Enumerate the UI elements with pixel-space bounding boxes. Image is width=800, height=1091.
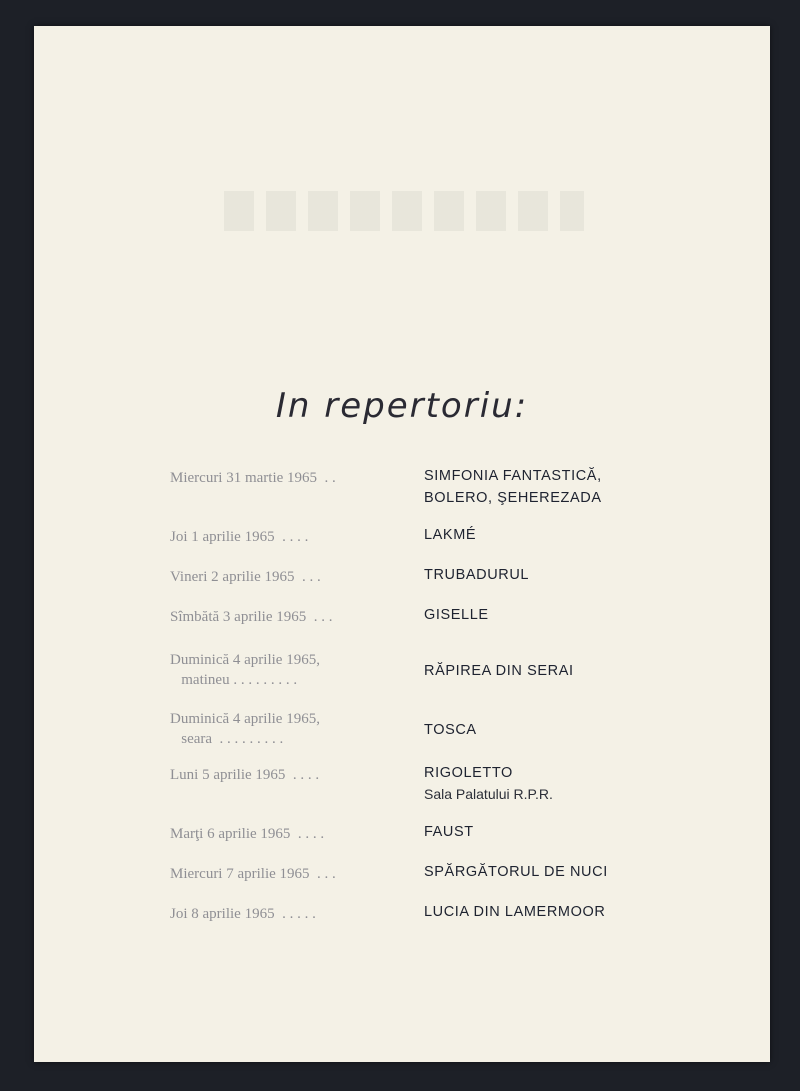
performance-title: TRUBADURUL — [424, 567, 530, 583]
performance-date: Duminică 4 aprilie 1965, — [170, 711, 320, 727]
performance-title: GISELLE — [424, 607, 489, 623]
performance-title: SIMFONIA FANTASTICĂ, — [424, 468, 602, 484]
performance-date: Joi 8 aprilie 1965 . . . . . — [170, 906, 316, 922]
performance-title: LAKMÉ — [424, 527, 477, 543]
performance-date: Sîmbătă 3 aprilie 1965 . . . — [170, 609, 333, 625]
performance-title: RIGOLETTO — [424, 765, 513, 781]
performance-title: SPĂRGĂTORUL DE NUCI — [424, 864, 608, 880]
faded-show-through — [224, 191, 584, 231]
performance-date: Vineri 2 aprilie 1965 . . . — [170, 569, 321, 585]
performance-time: seara . . . . . . . . . — [170, 731, 284, 747]
performance-date: Duminică 4 aprilie 1965, — [170, 652, 320, 668]
performance-date: Luni 5 aprilie 1965 . . . . — [170, 767, 320, 783]
repertoire-heading: In repertoriu: — [275, 386, 529, 426]
performance-venue: Sala Palatului R.P.R. — [424, 786, 553, 802]
performance-title: RĂPIREA DIN SERAI — [424, 663, 574, 679]
performance-title: TOSCA — [424, 722, 477, 738]
performance-date: Joi 1 aprilie 1965 . . . . — [170, 529, 309, 545]
performance-date: Miercuri 31 martie 1965 . . — [170, 470, 336, 486]
performance-date: Miercuri 7 aprilie 1965 . . . — [170, 866, 336, 882]
performance-title: FAUST — [424, 824, 474, 840]
performance-date: Marţi 6 aprilie 1965 . . . . — [170, 826, 325, 842]
performance-time: matineu . . . . . . . . . — [170, 672, 298, 688]
performance-title: LUCIA DIN LAMERMOOR — [424, 904, 606, 920]
program-page — [34, 26, 770, 1062]
performance-title-continued: BOLERO, ŞEHEREZADA — [424, 490, 602, 506]
